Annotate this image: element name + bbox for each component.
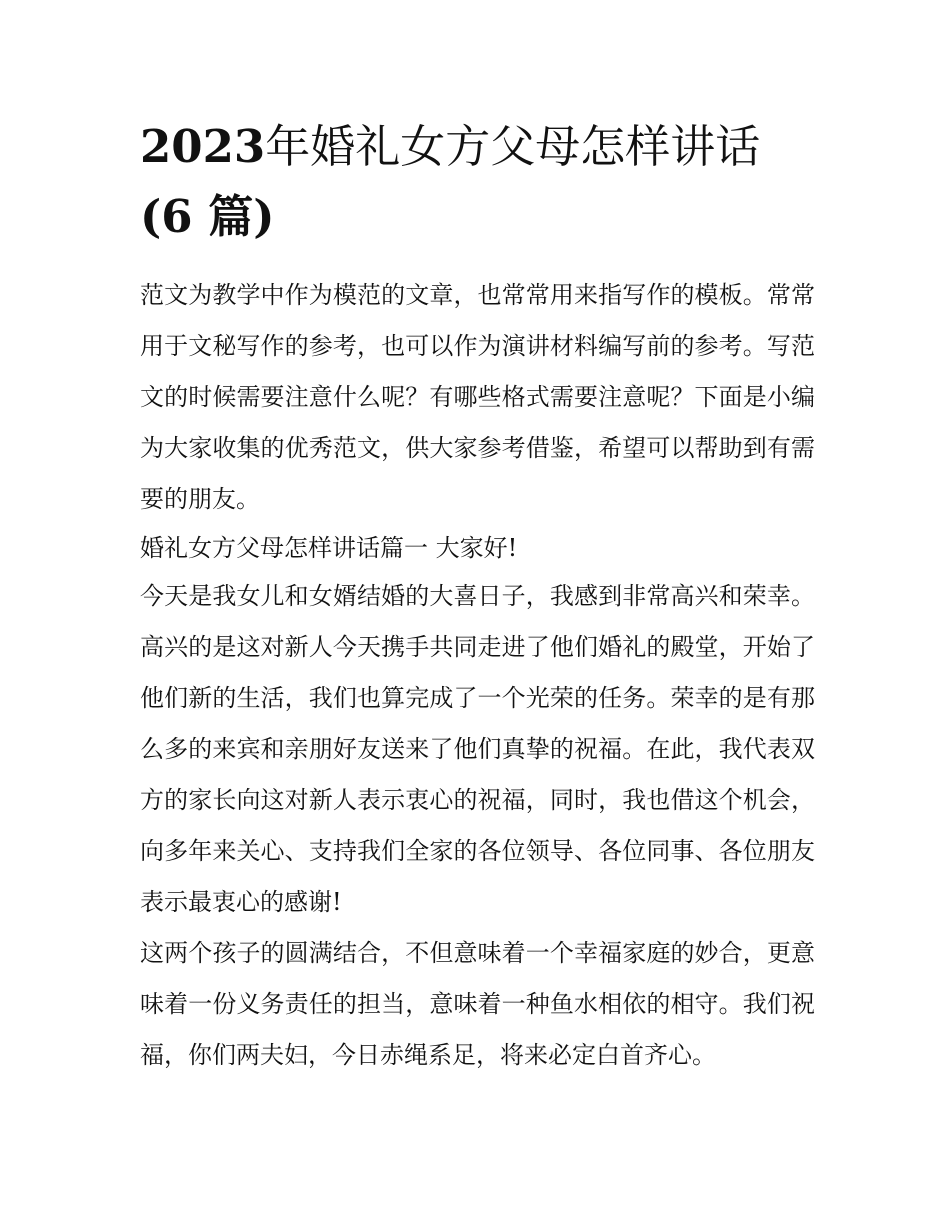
document-body xyxy=(140,270,815,1081)
paragraph-intro: 范文为教学中作为模范的文章，也常常用来指写作的模板。常常用于文秘写作的参考，也可以作为演讲材料编写前的参考。写范文的时候需要注意什么呢？有哪些格式需要注意呢？下面是小编为大家收集的优秀范文，供大家参考借鉴，希望可以帮助到有需要的朋友。 xyxy=(140,281,815,513)
page-title xyxy=(140,112,815,252)
paragraph-speech-1: 今天是我女儿和女婿结婚的大喜日子，我感到非常高兴和荣幸。高兴的是这对新人今天携手共同走进了他们婚礼的殿堂，开始了他们新的生活，我们也算完成了一个光荣的任务。荣幸的是有那么多的来宾和亲朋好友送来了他们真挚的祝福。在此，我代表双方的家长向这对新人表示衷心的祝福，同时，我也借这个机会，向多年来关心、支持我们全家的各位领导、各位同事、各位朋友表示最衷心的感谢! xyxy=(140,582,815,916)
paragraph-heading: 婚礼女方父母怎样讲话篇一 大家好! xyxy=(140,534,518,562)
paragraph-speech-2: 这两个孩子的圆满结合，不但意味着一个幸福家庭的妙合，更意味着一份义务责任的担当，意味着一种鱼水相依的相守。我们祝福，你们两夫妇，今日赤绳系足，将来必定白首齐心。 xyxy=(140,939,815,1069)
title-main: 年婚礼女方父母怎样讲话 xyxy=(265,120,761,173)
document-content xyxy=(140,112,815,1081)
title-year: 2023 xyxy=(140,120,266,173)
title-suffix: (6 篇) xyxy=(140,190,275,243)
